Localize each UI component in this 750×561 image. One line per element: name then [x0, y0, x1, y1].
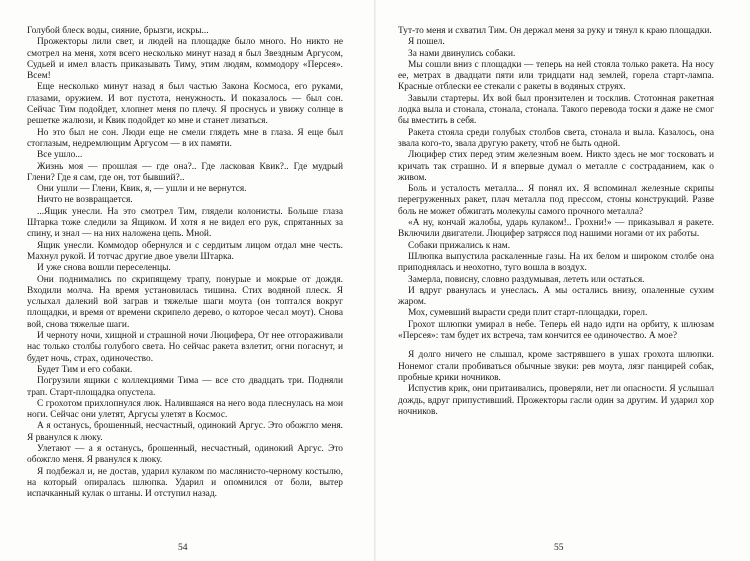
paragraph: Люцифер стих перед этим железным воем. Никто здесь не мог тосковать и кричать так страшно. И я впервые думал о металле с состраданием, как о живом. — [398, 150, 714, 183]
paragraph: Я долго ничего не слышал, кроме застрявшего в ушах грохота шлюпки. Нонемог стали пробиваться обычные звуки: рев моута, лязг панцирей собак, пробные крики ночников. — [398, 350, 714, 383]
paragraph: Ракета стояла среди голубых столбов света, стонала и выла. Казалось, она звала кого-то, звала другую ракету, чтоб не быть одной. — [398, 127, 714, 149]
book-gutter — [374, 0, 376, 561]
page-number: 55 — [554, 543, 564, 553]
paragraph: ...Ящик унесли. На это смотрел Тим, глядели колонисты. Больше глаза Штарка тоже следили за Ящиком. И хотя я не видел его рук, спрятанных за спину, и знал — на них наложена цепь. Мной. — [27, 206, 343, 240]
paragraph: За нами двинулись собаки. — [408, 48, 516, 59]
paragraph: А я останусь, брошенный, несчастный, одинокий Аргус. Это обожгло меня. Я рванулся к люку. — [27, 421, 343, 443]
right-page — [398, 26, 714, 541]
paragraph: Шлюпка выпустила раскаленные газы. На их белом и широком столбе она приподнялась и неохотно, туго вошла в воздух. — [398, 251, 714, 274]
paragraph: Испустив крик, они притаивались, проверяли, нет ли опасности. Я услышал дождь, вдруг припустивший. Прожекторы гасли один за другим. И ударил хор ночников. — [398, 384, 714, 417]
paragraph: Но это был не сон. Люди еще не смели глядеть мне в глаза. Я еще был стоглазым, недремлющим Аргусом — в их памяти. — [27, 127, 343, 149]
paragraph: И черноту ночи, хищной и страшной ночи Люцифера, От нее отгораживали нас только столбы голубого света. Но сейчас ракета взлетит, огни погаснут, и будет ночь, страх, одиночество. — [27, 331, 343, 364]
page-number: 54 — [178, 543, 188, 553]
paragraph: Завыли стартеры. Их вой был пронзителен и тосклив. Стотонная ракетная лодка выла и стонала, стонала, стонала. Такого перевода тоски я даже не смог бы вместить в себя. — [398, 93, 714, 127]
paragraph: Ничто не возвращается. — [37, 195, 133, 206]
paragraph: Голубой блеск воды, сияние, брызги, искры... — [27, 26, 209, 36]
paragraph: Они поднимались по скрипящему трапу, понурые и мокрые от дождя. Входили молча. На время установилась тишина. Стих водяной плеск. Я услыхал далекий вой заграв и тяжелые шаги моута (он топтался вокруг площадки, и время от времени скрипело дерево, о которое чесал моут). Снова вой, снова тяжелые шаги. — [27, 274, 343, 330]
paragraph: Замерла, повисну, словно раздумывая, лететь или остаться. — [408, 274, 645, 285]
paragraph: Я пошел. — [408, 37, 445, 48]
paragraph: Я подбежал и, не достав, ударил кулаком по маслянисто-черному костылю, на который опиралась шлюпка. Ударил и опомнился от боли, вытер испачканный кулак о штаны. И отступил назад. — [27, 466, 343, 500]
paragraph: Грохот шлюпки умирал в небе. Теперь ей надо идти на орбиту, к шлюзам «Персея»: там будет их встреча, там кончится ее одиночество. А мое? — [398, 319, 714, 342]
paragraph: «А ну, кончай жалобы, ударь кулаком!.. Грохни!» — приказывал я ракете. Включили двигатели. Люцифер затрясся под нашими ногами от их работы. — [398, 218, 714, 240]
paragraph: Ящик унесли. Коммодор обернулся и с сердитым лицом отдал мне честь. Махнул рукой. И тотчас другие двое увели Штарка. — [27, 240, 343, 262]
paragraph: Еще несколько минут назад я был частью Закона Космоса, его руками, глазами, оружием. И вот пустота, ненужность. И показалось — был сон. Сейчас Тим подойдет, хлопнет меня по плечу. Я проснусь и увижу солнце в решетке жалюзи, и Квик подойдет ко мне и станет лизаться. — [27, 82, 343, 127]
left-page — [27, 26, 343, 541]
paragraph: Боль и усталость металла... Я понял их. Я вспоминал железные скрипы перегруженных ракет, плач металла под прессом, стоны конструкций. Разве боль не может обжигать молекулы самого прочного металла? — [398, 184, 714, 217]
paragraph: Мох, сумевший вырасти среди плит старт-площадки, горел. — [408, 308, 648, 319]
paragraph: Тут-то меня и схватил Тим. Он держал меня за руку и тянул к краю площадки. — [398, 26, 712, 36]
paragraph: Погрузили ящики с коллекциями Тима — все сто двадцать три. Подняли трап. Старт-площадка опустела. — [27, 376, 343, 398]
paragraph: С грохотом прихлопнулся люк. Налившаяся на него вода плеснулась на мои ноги. Сейчас они улетят, Аргусы улетят в Космос. — [27, 398, 343, 421]
paragraph: Жизнь моя — прошлая — где она?.. Где ласковая Квик?.. Где мудрый Глени? Где я сам, где он, тот бывший?.. — [27, 161, 343, 183]
paragraph: Будет Тим и его собаки. — [37, 364, 133, 375]
paragraph: И уже снова вошли переселенцы. — [37, 263, 171, 274]
paragraph: Прожекторы лили свет, и людей на площадке было много. Но никто не смотрел на меня, хотя всего несколько минут назад я был Звездным Аргусом, Судьей и имел власть приказывать Тиму, этим людям, коммодору «Персея». Всем! — [27, 37, 343, 82]
paragraph: Собаки прижались к нам. — [408, 240, 511, 251]
paragraph: Улетают — а я останусь, брошенный, несчастный, одинокий Аргус. Это обожгло меня. Я рванулся к люку. — [27, 443, 343, 466]
paragraph: И вдруг рванулась и унеслась. А мы остались внизу, опаленные сухим жаром. — [398, 285, 714, 308]
paragraph: Они ушли — Глени, Квик, я, — ушли и не вернутся. — [37, 184, 247, 195]
paragraph: Мы сошли вниз с площадки — теперь на ней стояла только ракета. На носу ее, метрах в двадцати пяти или тридцати над землей, горела старт-лампа. Красные отблески ее стекали с ракеты в водяных струях. — [398, 59, 714, 93]
paragraph: Все ушло... — [37, 150, 83, 161]
